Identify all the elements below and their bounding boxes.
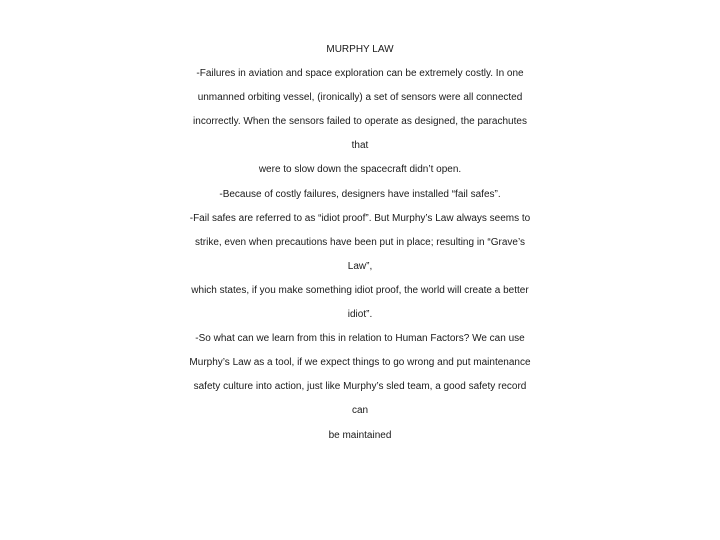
text-line: idiot”.: [347, 309, 373, 321]
text-line: -Fail safes are referred to as “idiot proof”. But Murphy’s Law always seems to: [189, 212, 531, 224]
slide-text-block: [0, 38, 720, 448]
text-line: that: [351, 140, 369, 152]
text-line: Murphy’s Law as a tool, if we expect things to go wrong and put maintenance: [189, 357, 531, 369]
text-line: be maintained: [328, 429, 392, 441]
text-line: were to slow down the spacecraft didn’t open.: [258, 164, 462, 176]
text-line: -So what can we learn from this in relation to Human Factors? We can use: [195, 333, 525, 345]
text-line: -Because of costly failures, designers have installed “fail safes”.: [219, 188, 501, 200]
text-line: safety culture into action, just like Murphy’s sled team, a good safety record: [193, 381, 527, 393]
text-line: unmanned orbiting vessel, (ironically) a set of sensors were all connected: [197, 92, 523, 104]
text-line: which states, if you make something idiot proof, the world will create a better: [191, 284, 529, 296]
text-line: -Failures in aviation and space exploration can be extremely costly. In one: [196, 68, 524, 80]
slide-title: MURPHY LAW: [326, 44, 394, 55]
text-line: incorrectly. When the sensors failed to operate as designed, the parachutes: [193, 116, 527, 128]
text-line: Law”,: [347, 260, 373, 272]
text-line: can: [351, 405, 369, 417]
text-line: strike, even when precautions have been put in place; resulting in “Grave’s: [194, 236, 525, 248]
